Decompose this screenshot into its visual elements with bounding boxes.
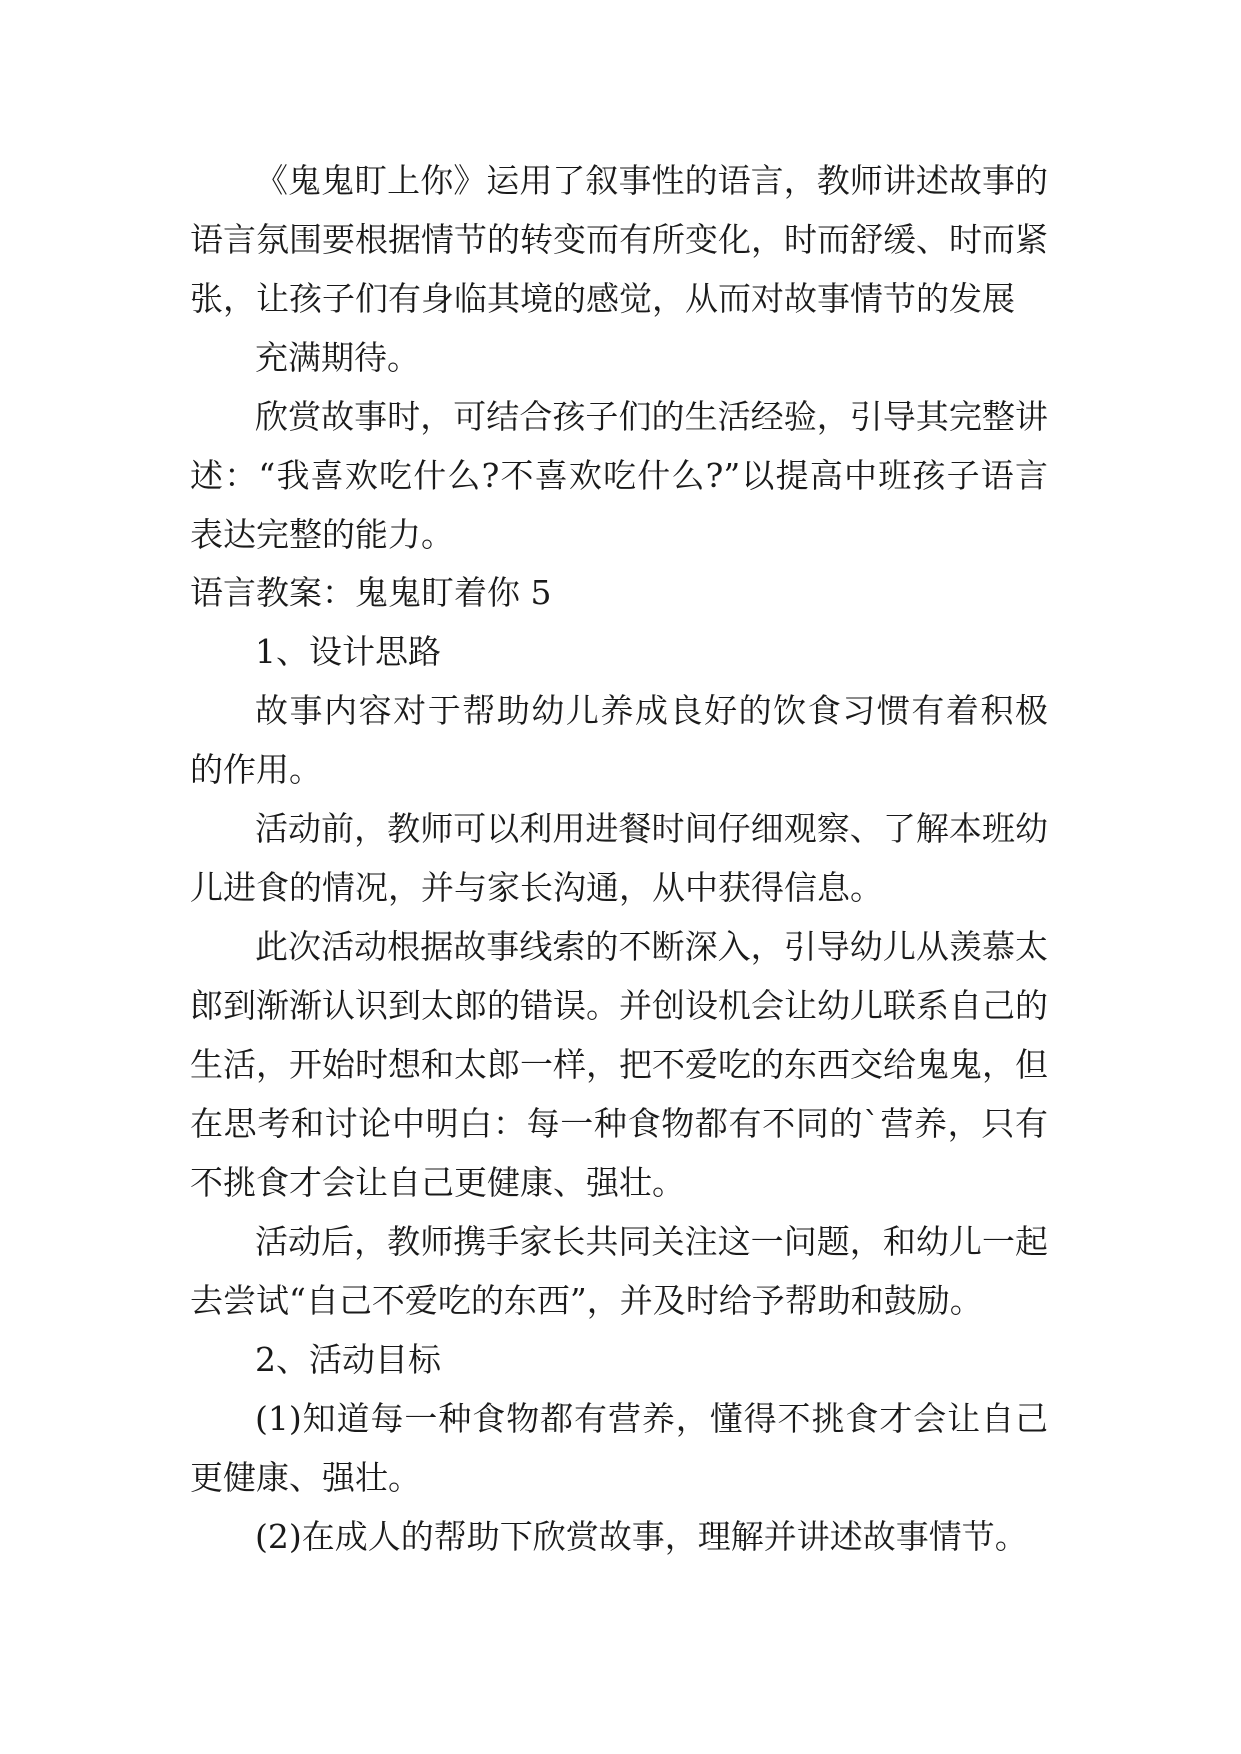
text-line: 郎到渐渐认识到太郎的错误。并创设机会让幼儿联系自己的 [190,986,1048,1025]
paragraph-line [0,1507,1241,1566]
text-line: 活动前，教师可以利用进餐时间仔细观察、了解本班幼 [255,809,1048,848]
paragraph-line [0,799,1241,858]
text-line: 表达完整的能力。 [190,515,454,554]
paragraph-line [0,917,1241,976]
paragraph-line [0,151,1241,210]
subheading-text: 2、活动目标 [255,1340,441,1379]
paragraph-line [0,1094,1241,1153]
text-line: 此次活动根据故事线索的不断深入，引导幼儿从羡慕太 [255,927,1048,966]
subheading [0,622,1241,681]
section-heading [0,563,1241,622]
paragraph-line [0,976,1241,1035]
text-line: 充满期待。 [255,338,420,377]
text-line: (2)在成人的帮助下欣赏故事，理解并讲述故事情节。 [255,1517,1028,1556]
text-line: 《鬼鬼盯上你》运用了叙事性的语言，教师讲述故事的 [255,161,1048,200]
subheading-text: 1、设计思路 [255,632,441,671]
paragraph-line [0,1271,1241,1330]
paragraph-line [0,1389,1241,1448]
text-line: 在思考和讨论中明白：每一种食物都有不同的`营养，只有 [190,1104,1048,1143]
text-line: 的作用。 [190,750,322,789]
text-line: 活动后，教师携手家长共同关注这一问题，和幼儿一起 [255,1222,1048,1261]
paragraph-line [0,1448,1241,1507]
text-line: 欣赏故事时，可结合孩子们的生活经验，引导其完整讲 [255,397,1048,436]
text-line: 去尝试“自己不爱吃的东西”，并及时给予帮助和鼓励。 [190,1281,983,1320]
text-line: 不挑食才会让自己更健康、强壮。 [190,1163,685,1202]
paragraph-line [0,446,1241,505]
text-line: 述：“我喜欢吃什么?不喜欢吃什么?”以提高中班孩子语言 [190,456,1048,495]
text-line: 故事内容对于帮助幼儿养成良好的饮食习惯有着积极 [255,691,1048,730]
text-line: (1)知道每一种食物都有营养，懂得不挑食才会让自己 [255,1399,1048,1438]
text-line: 儿进食的情况，并与家长沟通，从中获得信息。 [190,868,883,907]
heading-text: 语言教案：鬼鬼盯着你 5 [190,573,552,612]
paragraph-line [0,740,1241,799]
paragraph-line [0,210,1241,269]
paragraph-line [0,858,1241,917]
subheading [0,1330,1241,1389]
paragraph-line [0,1153,1241,1212]
paragraph-line [0,387,1241,446]
paragraph-line [0,269,1241,328]
text-line: 生活，开始时想和太郎一样，把不爱吃的东西交给鬼鬼，但 [190,1045,1048,1084]
paragraph-line [0,681,1241,740]
paragraph-line [0,1212,1241,1271]
paragraph-line [0,328,1241,387]
text-line: 语言氛围要根据情节的转变而有所变化，时而舒缓、时而紧 [190,220,1048,259]
text-line: 更健康、强壮。 [190,1458,421,1497]
paragraph-line [0,505,1241,564]
paragraph-line [0,1035,1241,1094]
text-line: 张，让孩子们有身临其境的感觉，从而对故事情节的发展 [190,279,1015,318]
